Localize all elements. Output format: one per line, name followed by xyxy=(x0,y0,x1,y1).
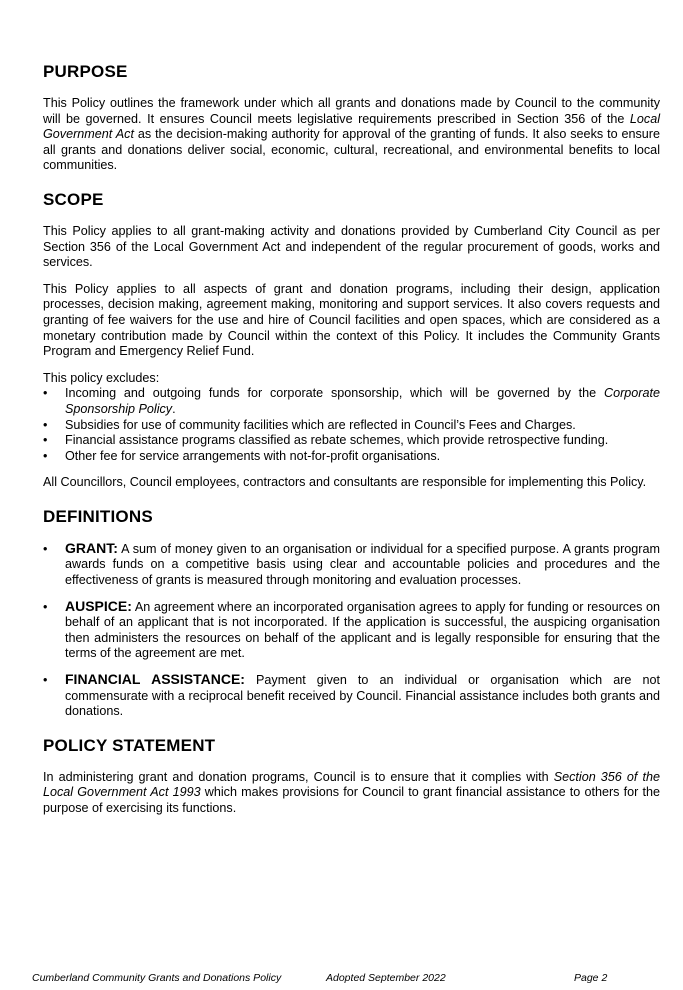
policy-text-a: In administering grant and donation programs, Council is to ensure that it complies with xyxy=(43,769,554,784)
list-item: • Other fee for service arrangements with not-for-profit organisations. xyxy=(43,449,660,465)
definition-term: GRANT: xyxy=(65,539,118,556)
policy-text-b: which makes provisions for Council to grant financial assistance to others for the purpose of exercising its functions. xyxy=(43,785,660,815)
definition-item xyxy=(43,672,660,720)
purpose-heading: PURPOSE xyxy=(43,62,128,81)
definition-item xyxy=(43,599,660,662)
definitions-section xyxy=(43,507,660,720)
policy-text-italic: Section 356 of the Local Government Act 1993 xyxy=(43,769,660,800)
definitions-heading: DEFINITIONS xyxy=(43,506,153,526)
purpose-text-italic: Local Government Act xyxy=(43,111,660,142)
exclusion-text-a: Incoming and outgoing funds for corporate sponsorship, which will be governed by the xyxy=(65,386,604,401)
scope-paragraph-1: This Policy applies to all grant-making activity and donations provided by Cumberland City Council as per Section 356 of the Local Government Act and independent of the regular procurement of goods, works and services. xyxy=(43,223,660,270)
purpose-text-a: This Policy outlines the framework under which all grants and donations made by Council to the community will be governed. It ensures Council meets legislative requirements prescribed in Section 356 of the xyxy=(43,96,660,126)
definitions-list xyxy=(43,541,660,720)
scope-paragraph-2: This Policy applies to all aspects of grant and donation programs, including their design, application processes, decision making, agreement making, monitoring and support services. It also covers requests and granting of fee waivers for the use and hire of Council facilities and open spaces, which are considered as a monetary contribution made by Council within the context of this Policy. It includes the Community Grants Program and Emergency Relief Fund. xyxy=(43,281,660,359)
scope-paragraph-3: All Councillors, Council employees, contractors and consultants are responsible for implementing this Policy. xyxy=(43,475,647,490)
exclusion-text-italic: Corporate Sponsorship Policy xyxy=(65,386,660,416)
list-item: • Subsidies for use of community facilities which are reflected in Council’s Fees and Charges. xyxy=(43,418,660,434)
page-footer xyxy=(32,972,642,988)
scope-excludes-intro: This policy excludes: xyxy=(43,370,160,385)
definition-text: An agreement where an incorporated organisation agrees to apply for funding or resources on behalf of an applicant that is not incorporated. If the application is successful, the auspicing organisation then administers the resources on behalf of the applicant and is legally responsible for ensuring that the terms of the agreement are met. xyxy=(65,599,660,661)
purpose-paragraph xyxy=(43,96,660,174)
purpose-section xyxy=(43,62,660,174)
definition-term: AUSPICE: xyxy=(65,597,132,614)
footer-document-title: Cumberland Community Grants and Donations Policy xyxy=(32,972,282,984)
list-item: • Financial assistance programs classified as rebate schemes, which provide retrospective funding. xyxy=(43,433,660,449)
definition-item xyxy=(43,541,660,589)
list-item xyxy=(43,386,660,417)
footer-adopted-date: Adopted September 2022 xyxy=(326,972,446,984)
purpose-text-b: as the decision-making authority for approval of the granting of funds. It also seeks to ensure all grants and donations deliver social, economic, cultural, recreational, and environmental benefits to local communities. xyxy=(43,127,660,173)
definition-text: Payment given to an individual or organisation which are not commensurate with a reciprocal benefit received by Council. Financial assistance includes both grants and donations. xyxy=(65,673,660,719)
scope-exclusions-list xyxy=(43,386,660,464)
document-page xyxy=(43,62,660,833)
policy-statement-paragraph xyxy=(43,770,660,817)
scope-section xyxy=(43,190,660,491)
scope-heading: SCOPE xyxy=(43,189,104,209)
policy-statement-section xyxy=(43,736,660,817)
footer-page-number: Page 2 xyxy=(574,972,608,984)
policy-statement-heading: POLICY STATEMENT xyxy=(43,735,216,755)
exclusion-text-b: . xyxy=(172,401,176,416)
definition-term: FINANCIAL ASSISTANCE: xyxy=(65,671,245,688)
definition-text: A sum of money given to an organisation or individual for a specified purpose. A grants program awards funds on a competitive basis using clear and accountable policies and procedures and the effectiveness of grants is measured through monitoring and evaluation processes. xyxy=(65,541,660,588)
